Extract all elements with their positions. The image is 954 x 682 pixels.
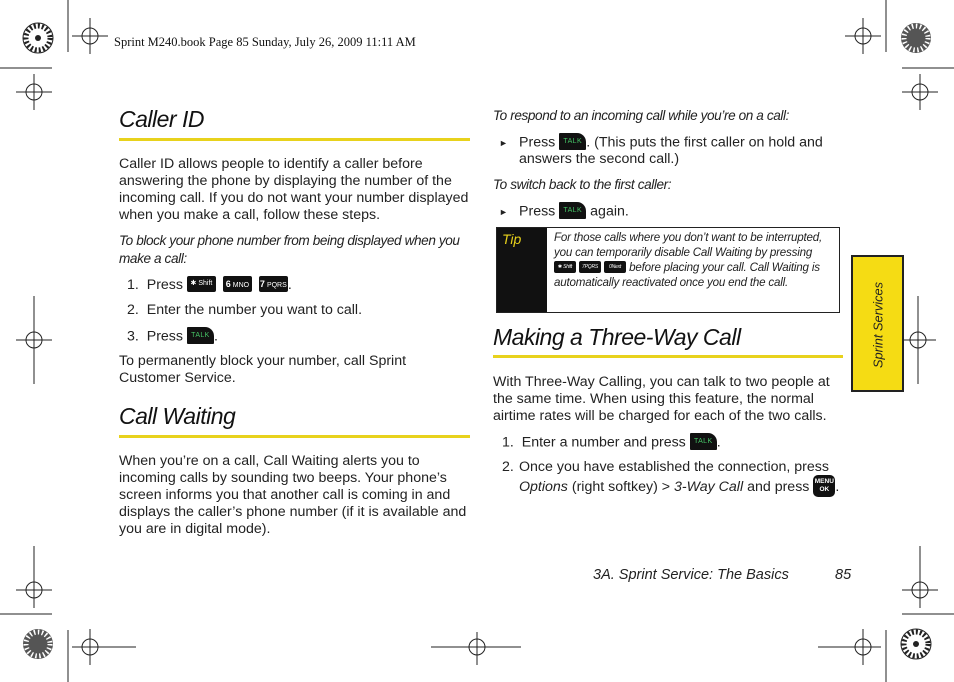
- starburst-mark: [901, 23, 931, 53]
- three-way-step-2-num: 2.: [502, 459, 514, 475]
- crosshair-mark: [900, 296, 936, 384]
- tip-label: Tip: [497, 228, 547, 312]
- starburst-mark: [901, 629, 931, 659]
- bullet-icon: ►: [499, 138, 508, 148]
- talk-key-icon: TALK: [559, 202, 586, 219]
- crosshair-mark: [818, 629, 881, 665]
- permanent-block-text: To permanently block your number, call Sprint Customer Service.: [119, 353, 407, 386]
- side-tab-label: Sprint Services: [870, 281, 886, 369]
- starburst-mark: [23, 23, 53, 53]
- call-waiting-intro: When you’re on a call, Call Waiting alerts you to incoming calls by sounding two beeps. Your phone’s screen informs you that another call is coming in and displays the caller’s phone number (if it is available and you are in digital mode).: [119, 453, 467, 537]
- star-key-icon: ✱ Shift: [187, 276, 216, 292]
- tip-text: For those calls where you don’t want to be interrupted, you can temporarily disable Call Waiting by pressing ✱ Shift 7PQRS 0Next before placing your call. Call Waiting is automatically reactivated once you end the call.: [554, 231, 823, 289]
- caller-id-step-2: 2. Enter the number you want to call.: [127, 302, 363, 318]
- crosshair-mark: [902, 546, 938, 608]
- bullet-icon: ►: [499, 207, 508, 217]
- call-waiting-title: Call Waiting: [119, 403, 236, 429]
- side-tab: [851, 255, 904, 392]
- section-rule: [119, 138, 470, 141]
- footer-section: 3A. Sprint Service: The Basics: [593, 567, 789, 583]
- respond-bullet: Press TALK . (This puts the first caller on hold and answers the second call.): [519, 134, 823, 168]
- talk-key-icon: TALK: [559, 133, 586, 150]
- talk-key-icon: TALK: [690, 433, 717, 450]
- seven-key-icon: 7 PQRS: [259, 276, 288, 292]
- crosshair-mark: [845, 18, 881, 54]
- switch-bullet: Press TALK again.: [519, 203, 629, 220]
- seven-key-icon: 7PQRS: [579, 261, 601, 273]
- caller-id-step-3: 3. Press TALK .: [127, 328, 218, 345]
- caller-id-step-1: 1. Press ✱ Shift 6 MNO 7 PQRS.: [127, 277, 292, 293]
- page-number: 85: [835, 567, 852, 583]
- three-way-intro: With Three-Way Calling, you can talk to two people at the same time. When using this feature, the normal airtime rates will be charged for each of the two calls.: [493, 374, 830, 424]
- tip-box: [496, 227, 840, 313]
- three-way-step-2: Once you have established the connection, press Options (right softkey) > 3-Way Call and press MENU OK .: [519, 459, 841, 498]
- crosshair-mark: [902, 74, 938, 110]
- three-way-step-1: 1. Enter a number and press TALK .: [502, 434, 721, 451]
- talk-key-icon: TALK: [187, 327, 214, 344]
- menu-ok-key-icon: MENU OK: [813, 475, 835, 497]
- crosshair-mark: [72, 18, 108, 54]
- section-rule: [119, 435, 470, 438]
- switch-heading: To switch back to the first caller:: [493, 177, 672, 192]
- print-header: Sprint M240.book Page 85 Sunday, July 26, 2009 11:11 AM: [114, 35, 416, 49]
- caller-id-title: Caller ID: [119, 106, 204, 132]
- crosshair-mark: [16, 74, 52, 110]
- starburst-mark: [23, 629, 53, 659]
- three-way-title: Making a Three-Way Call: [493, 324, 741, 350]
- crosshair-mark: [16, 296, 52, 384]
- block-number-heading: To block your phone number from being displayed when you make a call:: [119, 233, 460, 266]
- star-key-icon: ✱ Shift: [554, 261, 576, 273]
- crosshair-mark: [16, 546, 52, 608]
- crosshair-mark: [72, 629, 136, 665]
- crosshair-mark: [431, 632, 521, 665]
- caller-id-intro: Caller ID allows people to identify a caller before answering the phone by displaying the number of the incoming call. If you do not want your number displayed when you make a call, follow these steps.: [119, 156, 469, 223]
- zero-key-icon: 0Next: [604, 261, 626, 273]
- respond-heading: To respond to an incoming call while you’re on a call:: [493, 108, 790, 123]
- section-rule: [493, 355, 843, 358]
- six-key-icon: 6 MNO: [223, 276, 252, 292]
